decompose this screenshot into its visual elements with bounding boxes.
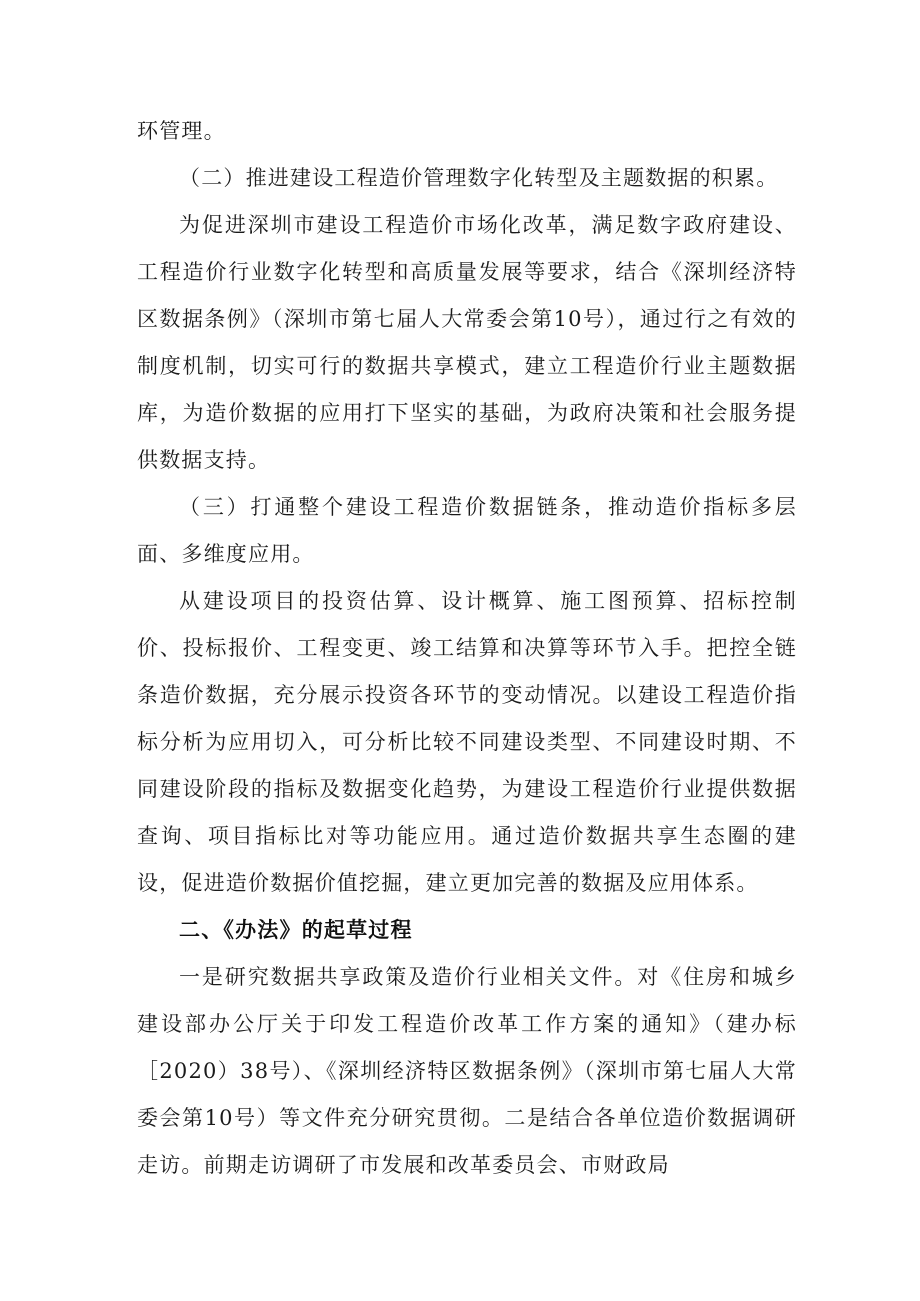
paragraph-digital-transformation: 为促进深圳市建设工程造价市场化改革，满足数字政府建设、工程造价行业数字化转型和高质量发展等要求，结合《深圳经济特区数据条例》（深圳市第七届人大常委会第10号），通过行之有效的制度机制，切实可行的数据共享模式，建立工程造价行业主题数据库，为造价数据的应用打下坚实的基础，为政府决策和社会服务提供数据支持。 — [137, 213, 797, 472]
paragraph-continuation: 环管理。 — [137, 119, 226, 143]
subheading-2: （二）推进建设工程造价管理数字化转型及主题数据的积累。 — [179, 166, 779, 190]
document-page — [137, 108, 797, 1189]
paragraph-data-chain: 从建设项目的投资估算、设计概算、施工图预算、招标控制价、投标报价、工程变更、竣工结算和决算等环节入手。把控全链条造价数据，充分展示投资各环节的变动情况。以建设工程造价指标分析为应用切入，可分析比较不同建设类型、不同建设时期、不同建设阶段的指标及数据变化趋势，为建设工程造价行业提供数据查询、项目指标比对等功能应用。通过造价数据共享生态圈的建设，促进造价数据价值挖掘，建立更加完善的数据及应用体系。 — [137, 589, 797, 895]
section-heading-drafting-process: 二、《办法》的起草过程 — [179, 918, 413, 942]
subheading-3: （三）打通整个建设工程造价数据链条，推动造价指标多层面、多维度应用。 — [137, 495, 797, 566]
paragraph-drafting-research: 一是研究数据共享政策及造价行业相关文件。对《住房和城乡建设部办公厅关于印发工程造价改革工作方案的通知》（建办标［2020）38号）、《深圳经济特区数据条例》（深圳市第七届人大常委会第10号）等文件充分研究贯彻。二是结合各单位造价数据调研走访。前期走访调研了市发展和改革委员会、市财政局 — [137, 965, 797, 1177]
